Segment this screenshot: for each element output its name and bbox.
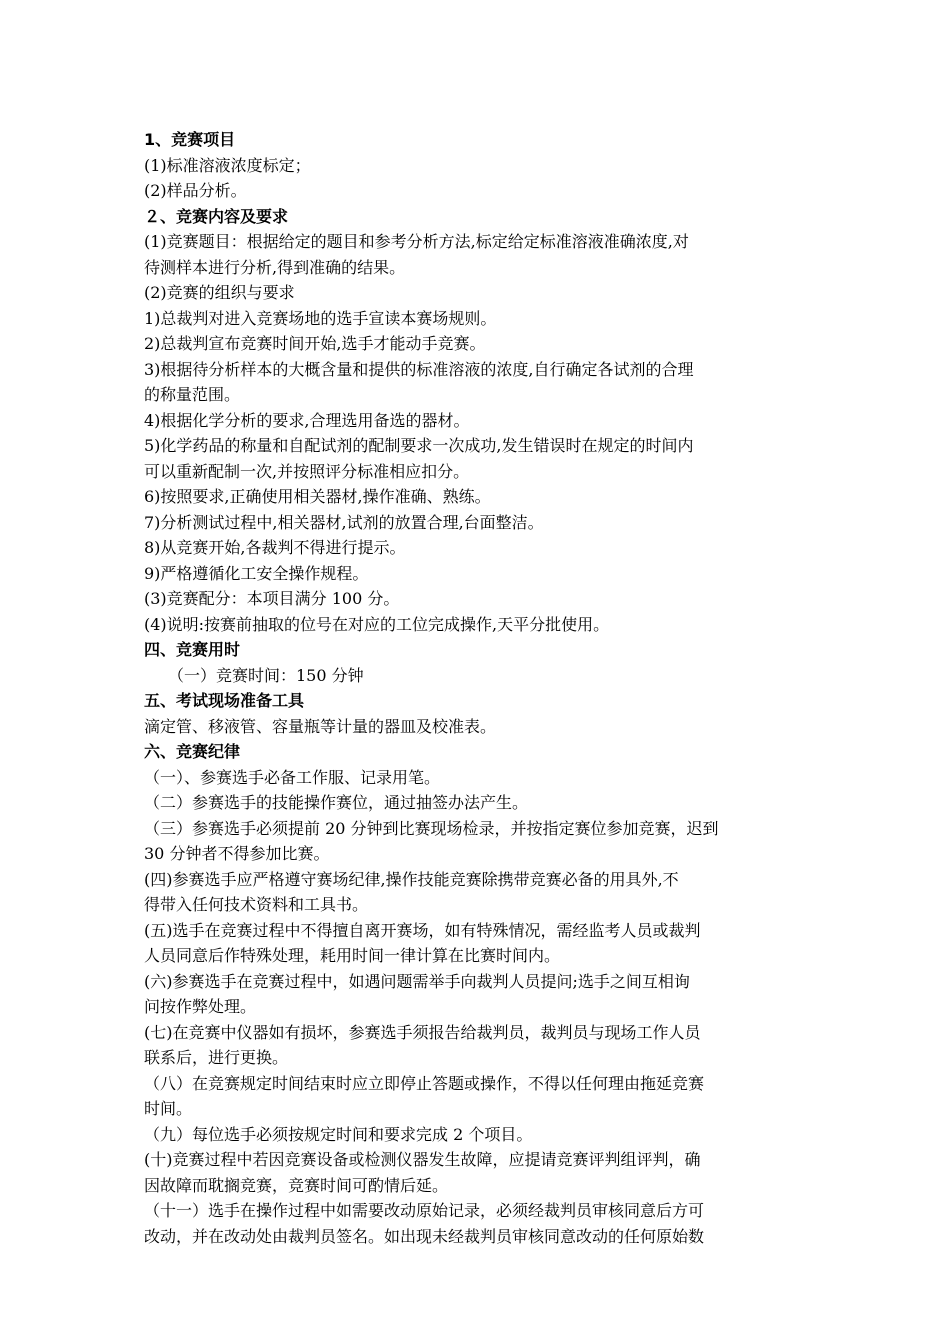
paragraph-line: （一）、参赛选手必备工作服、记录用笔。 bbox=[144, 767, 441, 787]
paragraph-line: (十)竞赛过程中若因竞赛设备或检测仪器发生故障，应提请竞赛评判组评判，确 bbox=[144, 1150, 701, 1169]
paragraph-line: （一）竞赛时间：150 分钟 bbox=[168, 665, 364, 685]
section-heading: 四、竞赛用时 bbox=[144, 640, 241, 659]
paragraph-line: (4)说明:按赛前抽取的位号在对应的工位完成操作,天平分批使用。 bbox=[144, 614, 610, 634]
paragraph-line: (3)竞赛配分：本项目满分 100 分。 bbox=[144, 589, 400, 608]
document-page bbox=[144, 127, 814, 1249]
section-heading: 五、考试现场准备工具 bbox=[144, 691, 305, 710]
paragraph-line: 人员同意后作特殊处理，耗用时间一律计算在比赛时间内。 bbox=[144, 946, 561, 965]
paragraph-line: 时间。 bbox=[144, 1099, 193, 1118]
paragraph-line: 可以重新配制一次,并按照评分标准相应扣分。 bbox=[144, 461, 470, 481]
paragraph-line: （八）在竞赛规定时间结束时应立即停止答题或操作，不得以任何理由拖延竞赛 bbox=[144, 1073, 705, 1093]
paragraph-line: 2)总裁判宣布竞赛时间开始,选手才能动手竞赛。 bbox=[144, 334, 486, 353]
paragraph-line: 1)总裁判对进入竞赛场地的选手宣读本赛场规则。 bbox=[144, 308, 497, 328]
paragraph-line: 得带入任何技术资料和工具书。 bbox=[144, 895, 369, 914]
paragraph-line: 滴定管、移液管、容量瓶等计量的器皿及校准表。 bbox=[144, 716, 497, 736]
paragraph-line: 改动，并在改动处由裁判员签名。如出现未经裁判员审核同意改动的任何原始数 bbox=[144, 1226, 705, 1246]
paragraph-line: 7)分析测试过程中,相关器材,试剂的放置合理,台面整洁。 bbox=[144, 512, 544, 532]
paragraph-line: 联系后，进行更换。 bbox=[144, 1048, 289, 1067]
paragraph-line: (四)参赛选手应严格遵守赛场纪律,操作技能竞赛除携带竞赛必备的用具外,不 bbox=[144, 869, 679, 889]
paragraph-line: （九）每位选手必须按规定时间和要求完成 2 个项目。 bbox=[144, 1124, 533, 1144]
section-heading: 1、竞赛项目 bbox=[144, 130, 236, 149]
paragraph-line: 待测样本进行分析,得到准确的结果。 bbox=[144, 257, 406, 277]
paragraph-line: （二）参赛选手的技能操作赛位，通过抽签办法产生。 bbox=[144, 793, 529, 812]
paragraph-line: 9)严格遵循化工安全操作规程。 bbox=[144, 563, 369, 583]
paragraph-line: (2)样品分析。 bbox=[144, 181, 247, 200]
paragraph-line: (六)参赛选手在竞赛过程中，如遇问题需举手向裁判人员提问;选手之间互相询 bbox=[144, 971, 690, 991]
paragraph-line: (五)选手在竞赛过程中不得擅自离开赛场，如有特殊情况，需经监考人员或裁判 bbox=[144, 920, 701, 940]
paragraph-line: 问按作弊处理。 bbox=[144, 997, 257, 1016]
paragraph-line: 4)根据化学分析的要求,合理选用备选的器材。 bbox=[144, 410, 470, 430]
paragraph-line: （三）参赛选手必须提前 20 分钟到比赛现场检录，并按指定赛位参加竞赛，迟到 bbox=[144, 818, 719, 838]
section-heading: 六、竞赛纪律 bbox=[144, 742, 241, 761]
paragraph-line: 5)化学药品的称量和自配试剂的配制要求一次成功,发生错误时在规定的时间内 bbox=[144, 436, 694, 455]
paragraph-line: (七)在竞赛中仪器如有损坏，参赛选手须报告给裁判员，裁判员与现场工作人员 bbox=[144, 1022, 701, 1042]
paragraph-line: （十一）选手在操作过程中如需要改动原始记录，必须经裁判员审核同意后方可 bbox=[144, 1201, 705, 1220]
paragraph-line: 8)从竞赛开始,各裁判不得进行提示。 bbox=[144, 538, 406, 557]
paragraph-line: 3)根据待分析样本的大概含量和提供的标准溶液的浓度,自行确定各试剂的合理 bbox=[144, 359, 694, 379]
paragraph-line: 的称量范围。 bbox=[144, 385, 241, 404]
paragraph-line: (2)竞赛的组织与要求 bbox=[144, 283, 295, 302]
paragraph-line: 30 分钟者不得参加比赛。 bbox=[144, 844, 330, 863]
paragraph-line: 因故障而耽搁竞赛，竞赛时间可酌情后延。 bbox=[144, 1175, 449, 1195]
paragraph-line: (1)竞赛题目：根据给定的题目和参考分析方法,标定给定标准溶液准确浓度,对 bbox=[144, 232, 689, 251]
paragraph-line: 6)按照要求,正确使用相关器材,操作准确、熟练。 bbox=[144, 487, 491, 506]
section-heading: ２、竞赛内容及要求 bbox=[144, 206, 289, 226]
paragraph-line: (1)标准溶液浓度标定； bbox=[144, 155, 311, 175]
